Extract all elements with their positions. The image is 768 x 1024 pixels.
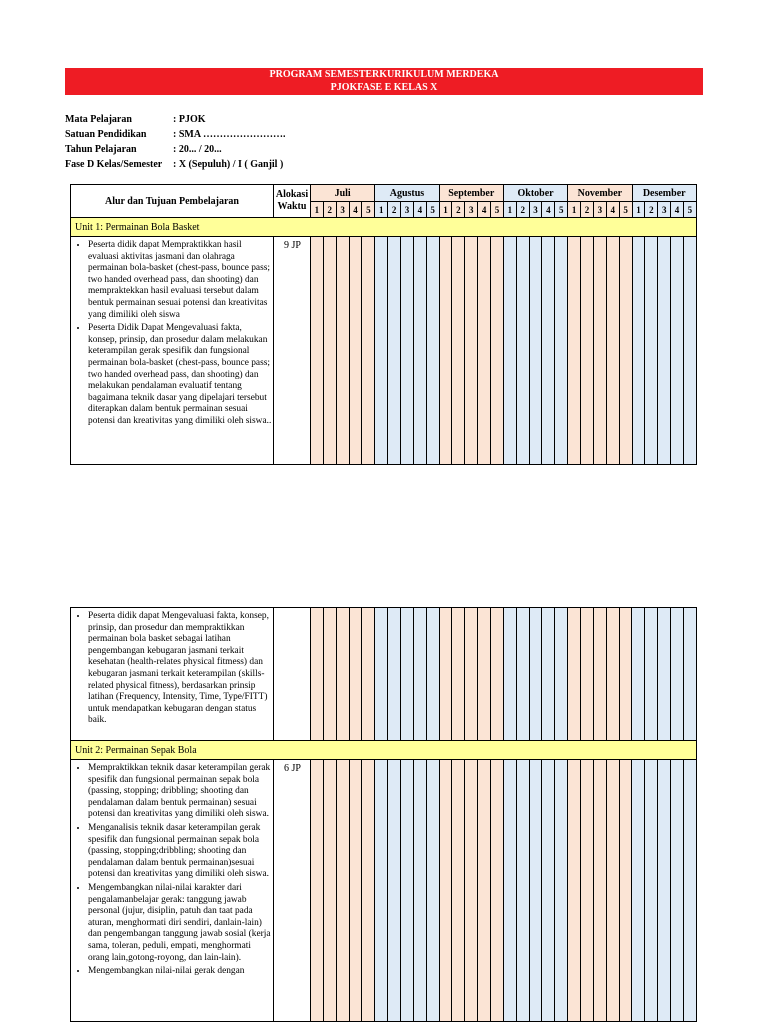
- schedule-cell: [478, 237, 491, 465]
- schedule-cell: [413, 237, 426, 465]
- header-alokasi-line2: Waktu: [277, 201, 307, 212]
- program-table-page-2: [70, 607, 697, 1022]
- schedule-cell: [516, 608, 529, 741]
- schedule-cell: [336, 237, 349, 465]
- schedule-cell: [619, 608, 632, 741]
- week-number: 3: [401, 202, 414, 218]
- week-number: 2: [516, 202, 529, 218]
- schedule-cell: [452, 237, 465, 465]
- month-juli: Juli: [311, 185, 375, 202]
- unit-2-alokasi: 6 JP: [274, 760, 311, 1022]
- schedule-cell: [388, 760, 401, 1022]
- schedule-cell: [426, 760, 439, 1022]
- schedule-cell: [388, 237, 401, 465]
- schedule-cell: [555, 760, 568, 1022]
- schedule-cell: [645, 608, 658, 741]
- objective-item: • Mengembangkan nilai-nilai karakter dari pengalamanbelajar gerak: tanggung jawab personal (jujur, disiplin, patuh dan taat pada aturan, menghormati diri sendiri, danlain-lain) dan pengembangan tanggung jawab sosial (kerja sama, toleran, peduli, empati, menghormati orang lain,gotong-royong, dan lain-lain).: [88, 883, 273, 964]
- week-number: 4: [413, 202, 426, 218]
- week-number: 1: [503, 202, 516, 218]
- week-number: 4: [478, 202, 491, 218]
- schedule-cell: [426, 608, 439, 741]
- schedule-cell: [658, 237, 671, 465]
- schedule-cell: [478, 608, 491, 741]
- week-number: 1: [568, 202, 581, 218]
- schedule-cell: [439, 237, 452, 465]
- week-number: 3: [593, 202, 606, 218]
- week-number: 4: [349, 202, 362, 218]
- schedule-cell: [401, 237, 414, 465]
- schedule-cell: [452, 608, 465, 741]
- info-value: : X (Sepuluh) / I ( Ganjil ): [173, 159, 284, 170]
- week-number: 5: [619, 202, 632, 218]
- week-number: 5: [426, 202, 439, 218]
- schedule-cell: [503, 608, 516, 741]
- schedule-cell: [375, 608, 388, 741]
- unit-1-alokasi-continued: [274, 608, 311, 741]
- schedule-cell: [362, 237, 375, 465]
- objective-item: • Mengembangkan nilai-nilai gerak dengan: [88, 966, 273, 978]
- schedule-cell: [593, 608, 606, 741]
- schedule-cell: [336, 608, 349, 741]
- schedule-cell: [645, 237, 658, 465]
- week-number: 3: [465, 202, 478, 218]
- schedule-cell: [311, 760, 324, 1022]
- unit-1-title: Unit 1: Permainan Bola Basket: [71, 218, 697, 237]
- schedule-cell: [619, 760, 632, 1022]
- schedule-cell: [671, 237, 684, 465]
- unit-2-row: [71, 760, 697, 1022]
- week-number: 2: [388, 202, 401, 218]
- unit-1-continued-row: [71, 608, 697, 741]
- schedule-cell: [555, 608, 568, 741]
- schedule-cell: [491, 608, 504, 741]
- schedule-cell: [336, 760, 349, 1022]
- schedule-cell: [568, 608, 581, 741]
- week-number: 5: [362, 202, 375, 218]
- schedule-cell: [555, 237, 568, 465]
- week-number: 5: [491, 202, 504, 218]
- schedule-cell: [581, 237, 594, 465]
- schedule-cell: [542, 760, 555, 1022]
- header-alokasi-line1: Alokasi: [275, 189, 309, 200]
- schedule-cell: [349, 608, 362, 741]
- identity-block: [65, 112, 286, 172]
- schedule-cell: [671, 608, 684, 741]
- schedule-cell: [568, 760, 581, 1022]
- schedule-cell: [529, 237, 542, 465]
- schedule-cell: [439, 760, 452, 1022]
- schedule-cell: [593, 760, 606, 1022]
- schedule-cell: [401, 608, 414, 741]
- month-oktober: Oktober: [503, 185, 567, 202]
- month-agustus: Agustus: [375, 185, 439, 202]
- week-number: 1: [439, 202, 452, 218]
- schedule-cell: [632, 760, 645, 1022]
- unit-1-objectives: [71, 237, 274, 465]
- info-row-fase: [65, 157, 286, 172]
- schedule-cell: [542, 608, 555, 741]
- schedule-cell: [632, 608, 645, 741]
- objective-item: • Peserta didik dapat Mengevaluasi fakta, konsep, prinsip, dan prosedur dan mempraktikkan permainan bola basket sebagai latihan pengembangan kebugaran jasmani terkait kesehatan (health-relates physical fitmess) dan kebugaran jasmani terkait keterampilan (skills- related physical fitness), berdasarkan prinsip latihan (Frequency, Intensity, Time, Type/FITT) untuk mendapatkan kebugaran dengan status baik.: [88, 611, 273, 727]
- banner-title: PROGRAM SEMESTERKURIKULUM MERDEKA: [269, 69, 499, 80]
- week-number: 2: [645, 202, 658, 218]
- schedule-cell: [465, 237, 478, 465]
- schedule-cell: [581, 608, 594, 741]
- schedule-cell: [593, 237, 606, 465]
- program-table-page-1: [70, 184, 697, 465]
- unit-1-row: [71, 237, 697, 465]
- schedule-cell: [516, 237, 529, 465]
- schedule-cell: [645, 760, 658, 1022]
- schedule-cell: [568, 237, 581, 465]
- objective-item: • Peserta Didik Dapat Mengevaluasi fakta, konsep, prinsip, dan prosedur dalam melakukan keterampilan gerak spesifik dan fungsional permainan bola-basket (chest-pass, bounce pass; two handed overhead pass, dan shooting) dan melakukan pendalaman evaluatif tentang bagaimana teknik dasar yang dipelajari tersebut diterapkan dalam bentuk permainan sesuai potensi dan kreativitas yang dimiliki oleh siswa..: [88, 323, 273, 427]
- schedule-cell: [658, 608, 671, 741]
- schedule-cell: [529, 760, 542, 1022]
- month-september: September: [439, 185, 503, 202]
- info-label: Fase D Kelas/Semester: [65, 159, 163, 170]
- unit-1-alokasi: 9 JP: [274, 237, 311, 465]
- week-number: 5: [555, 202, 568, 218]
- schedule-cell: [362, 760, 375, 1022]
- unit-2-title: Unit 2: Permainan Sepak Bola: [71, 741, 697, 760]
- schedule-cell: [632, 237, 645, 465]
- info-label: Mata Pelajaran: [65, 114, 132, 125]
- week-number: 1: [311, 202, 324, 218]
- schedule-cell: [503, 237, 516, 465]
- week-number: 3: [658, 202, 671, 218]
- month-desember: Desember: [632, 185, 696, 202]
- week-number: 3: [336, 202, 349, 218]
- schedule-cell: [529, 608, 542, 741]
- info-label: Satuan Pendidikan: [65, 129, 147, 140]
- week-number: 2: [581, 202, 594, 218]
- info-value: : PJOK: [173, 114, 206, 125]
- schedule-cell: [606, 237, 619, 465]
- objective-item: • Peserta didik dapat Mempraktikkan hasil evaluasi aktivitas jasmani dan olahraga permainan bola-basket (chest-pass, bounce pass; two handed overhead pass, dan shooting) dan mempraktekkan hasil evaluasi tersebut dalam bentuk permainan sesuai potensi dan kreativitas yang dimiliki oleh siswa: [88, 240, 273, 321]
- week-number: 4: [671, 202, 684, 218]
- schedule-cell: [581, 760, 594, 1022]
- schedule-cell: [542, 237, 555, 465]
- objective-item: • Menganalisis teknik dasar keterampilan gerak spesifik dan fungsional permainan sepak bola (passing, stopping;dribbling; shooting dan pendalaman dalam bentuk permainan)sesuai potensi dan kreativitas yang dimiliki oleh siswa.: [88, 823, 273, 881]
- schedule-cell: [683, 608, 696, 741]
- header-alokasi: [274, 185, 311, 218]
- week-number: 2: [323, 202, 336, 218]
- info-label: Tahun Pelajaran: [65, 144, 137, 155]
- schedule-cell: [413, 760, 426, 1022]
- info-value: : 20... / 20...: [173, 144, 222, 155]
- title-banner: [65, 68, 703, 95]
- schedule-cell: [362, 608, 375, 741]
- schedule-cell: [478, 760, 491, 1022]
- schedule-cell: [323, 237, 336, 465]
- schedule-cell: [375, 237, 388, 465]
- schedule-cell: [388, 608, 401, 741]
- info-row-mapel: [65, 112, 286, 127]
- week-number: 4: [542, 202, 555, 218]
- schedule-cell: [491, 760, 504, 1022]
- info-row-satuan: [65, 127, 286, 142]
- banner-subtitle: PJOKFASE E KELAS X: [330, 82, 438, 93]
- schedule-cell: [465, 760, 478, 1022]
- schedule-cell: [349, 760, 362, 1022]
- schedule-cell: [606, 760, 619, 1022]
- schedule-cell: [491, 237, 504, 465]
- schedule-cell: [323, 760, 336, 1022]
- month-november: November: [568, 185, 632, 202]
- schedule-cell: [683, 760, 696, 1022]
- header-tujuan: Alur dan Tujuan Pembelajaran: [71, 185, 274, 218]
- info-value: : SMA …………………….: [173, 129, 286, 140]
- schedule-cell: [452, 760, 465, 1022]
- schedule-cell: [683, 237, 696, 465]
- schedule-cell: [465, 608, 478, 741]
- objective-item: • Mempraktikkan teknik dasar keterampilan gerak spesifik dan fungsional permainan sepak bola (passing, stopping; dribbling; shooting dan pendalaman dalam bentuk permainan) sesuai potensi dan kreativitas yang dimiliki oleh siswa.: [88, 763, 273, 821]
- schedule-cell: [516, 760, 529, 1022]
- schedule-cell: [413, 608, 426, 741]
- schedule-cell: [658, 760, 671, 1022]
- schedule-cell: [426, 237, 439, 465]
- info-row-tahun: [65, 142, 286, 157]
- week-number: 5: [683, 202, 696, 218]
- schedule-cell: [349, 237, 362, 465]
- schedule-cell: [671, 760, 684, 1022]
- week-number: 4: [606, 202, 619, 218]
- week-number: 2: [452, 202, 465, 218]
- week-number: 1: [632, 202, 645, 218]
- schedule-cell: [606, 608, 619, 741]
- schedule-cell: [503, 760, 516, 1022]
- unit-2-objectives: [71, 760, 274, 1022]
- week-number: 1: [375, 202, 388, 218]
- week-number: 3: [529, 202, 542, 218]
- schedule-cell: [375, 760, 388, 1022]
- schedule-cell: [439, 608, 452, 741]
- schedule-cell: [311, 237, 324, 465]
- schedule-cell: [311, 608, 324, 741]
- unit-1-objectives-continued: [71, 608, 274, 741]
- schedule-cell: [619, 237, 632, 465]
- schedule-cell: [323, 608, 336, 741]
- schedule-cell: [401, 760, 414, 1022]
